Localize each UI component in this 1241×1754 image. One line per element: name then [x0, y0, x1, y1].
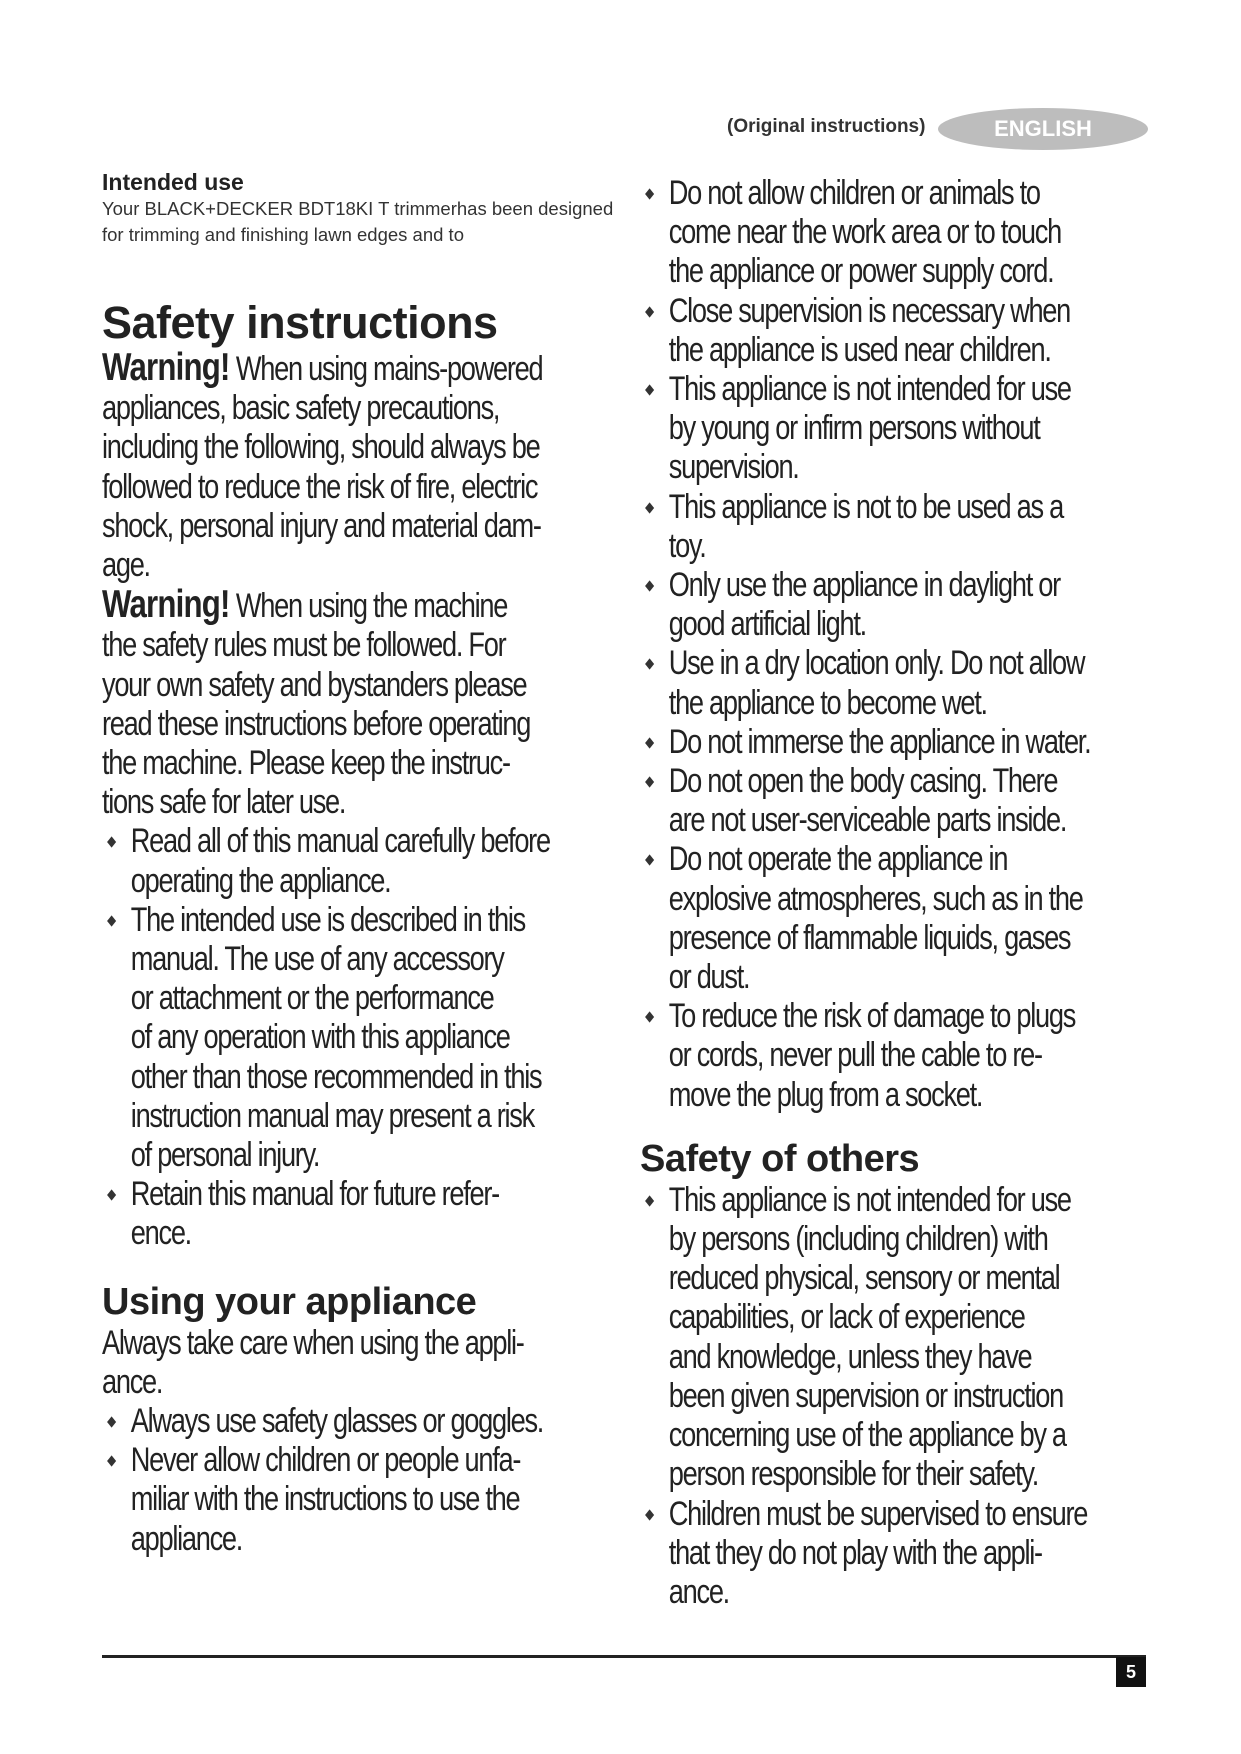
- text-line: Do not operate the appliance in: [668, 840, 1008, 879]
- text-line: or dust.: [668, 958, 750, 997]
- bullet-diamond-icon: [645, 1012, 654, 1023]
- bullet-diamond-icon: [645, 1195, 654, 1206]
- using-appliance-body: [102, 1324, 622, 1559]
- bullet-diamond-icon: [645, 855, 654, 866]
- text-line: This appliance is not intended for use: [668, 1180, 1071, 1219]
- right-safety-body: [640, 174, 1160, 1115]
- bullet-diamond-icon: [645, 1509, 654, 1520]
- text-line: the appliance or power supply cord.: [668, 252, 1054, 291]
- text-line: supervision.: [668, 448, 799, 487]
- text-line: ance.: [668, 1572, 729, 1611]
- text-line: by young or infirm persons without: [668, 409, 1040, 448]
- text-line: followed to reduce the risk of fire, electric: [102, 467, 538, 506]
- list-item: [640, 292, 1160, 370]
- text-line: Read all of this manual carefully before: [130, 822, 550, 861]
- list-item: [640, 1495, 1160, 1613]
- text-line: your own safety and bystanders please: [102, 665, 527, 704]
- right-bullet-list: [640, 174, 1160, 1115]
- text-line: move the plug from a socket.: [668, 1075, 983, 1114]
- text-line: Only use the appliance in daylight or: [668, 566, 1060, 605]
- text-line: Retain this manual for future refer-: [130, 1175, 499, 1214]
- text-line: To reduce the risk of damage to plugs: [668, 997, 1076, 1036]
- text-line: miliar with the instructions to use the: [130, 1480, 520, 1519]
- bottom-rule: [102, 1655, 1146, 1658]
- bullet-diamond-icon: [107, 1456, 116, 1467]
- text-line: been given supervision or instruction: [668, 1376, 1063, 1415]
- text-line: Always use safety glasses or goggles.: [130, 1402, 544, 1441]
- text-line: capabilities, or lack of experience: [668, 1298, 1025, 1337]
- bullet-diamond-icon: [645, 776, 654, 787]
- bullet-diamond-icon: [107, 1416, 116, 1427]
- text-line: of any operation with this appliance: [130, 1018, 510, 1057]
- page-number: 5: [1116, 1657, 1146, 1687]
- text-line: This appliance is not intended for use: [668, 370, 1071, 409]
- text-line: Do not immerse the appliance in water.: [668, 722, 1091, 761]
- text-line: When using the machine: [229, 587, 508, 626]
- text-line: instruction manual may present a risk: [130, 1096, 534, 1135]
- list-item: [102, 1402, 622, 1441]
- text-line: read these instructions before operating: [102, 704, 531, 743]
- safety-instructions-heading: Safety instructions: [102, 297, 498, 348]
- bullet-diamond-icon: [107, 837, 116, 848]
- text-line: When using mains-powered: [229, 350, 543, 388]
- bullet-diamond-icon: [645, 384, 654, 395]
- text-line: Always take care when using the appli-: [102, 1323, 524, 1362]
- warning-label: Warning!: [102, 583, 230, 627]
- text-line: The intended use is described in this: [130, 900, 525, 939]
- text-line: explosive atmospheres, such as in the: [668, 879, 1083, 918]
- list-item: [640, 488, 1160, 566]
- text-line: toy.: [668, 526, 706, 565]
- using-bullet-list: [102, 1402, 622, 1559]
- text-line: appliances, basic safety precautions,: [102, 389, 500, 428]
- safety-warnings: [102, 348, 622, 1254]
- text-line: the machine. Please keep the instruc-: [102, 744, 510, 783]
- text-line: other than those recommended in this: [130, 1057, 542, 1096]
- text-line: Use in a dry location only. Do not allow: [668, 644, 1085, 683]
- text-line: appliance.: [130, 1519, 243, 1558]
- warning-paragraph-1: [102, 348, 622, 585]
- warning-paragraph-2: [102, 585, 622, 822]
- text-line: presence of flammable liquids, gases: [668, 918, 1071, 957]
- bullet-diamond-icon: [645, 580, 654, 591]
- intended-use-text: [102, 196, 622, 248]
- text-line: concerning use of the appliance by a: [668, 1416, 1066, 1455]
- language-badge: ENGLISH: [938, 108, 1148, 150]
- text-line: the appliance to become wet.: [668, 683, 987, 722]
- text-line: and knowledge, unless they have: [668, 1337, 1032, 1376]
- list-item: [102, 1441, 622, 1559]
- text-line: shock, personal injury and material dam-: [102, 506, 541, 545]
- safety-of-others-heading: Safety of others: [640, 1137, 920, 1180]
- text-line: operating the appliance.: [130, 861, 391, 900]
- text-line: the appliance is used near children.: [668, 330, 1051, 369]
- others-bullet-list: [640, 1181, 1160, 1612]
- original-instructions-label: (Original instructions): [727, 116, 926, 137]
- bullet-diamond-icon: [645, 188, 654, 199]
- text-line: are not user-serviceable parts inside.: [668, 801, 1067, 840]
- list-item: [640, 997, 1160, 1115]
- using-intro: [102, 1324, 622, 1402]
- text-line: or attachment or the performance: [130, 979, 494, 1018]
- using-appliance-heading: Using your appliance: [102, 1280, 477, 1323]
- text-line: or cords, never pull the cable to re-: [668, 1036, 1042, 1075]
- bullet-diamond-icon: [107, 915, 116, 926]
- text-line: by persons (including children) with: [668, 1220, 1048, 1259]
- list-item: [640, 762, 1160, 840]
- list-item: [640, 174, 1160, 292]
- text-line: come near the work area or to touch: [668, 213, 1061, 252]
- text-line: the safety rules must be followed. For: [102, 626, 506, 665]
- safety-of-others-body: [640, 1181, 1160, 1612]
- list-item: [640, 723, 1160, 762]
- text-line: person responsible for their safety.: [668, 1455, 1038, 1494]
- text-line: ance.: [102, 1362, 163, 1401]
- right-column: [640, 174, 1160, 1612]
- bullet-diamond-icon: [107, 1190, 116, 1201]
- list-item: [640, 840, 1160, 997]
- text-line: reduced physical, sensory or mental: [668, 1259, 1060, 1298]
- text-line: good artificial light.: [668, 605, 866, 644]
- text-line: Never allow children or people unfa-: [130, 1441, 521, 1480]
- bullet-diamond-icon: [645, 306, 654, 317]
- text-line: that they do not play with the appli-: [668, 1533, 1042, 1572]
- text-line: for trimming and finishing lawn edges and to: [102, 224, 464, 245]
- bullet-diamond-icon: [645, 737, 654, 748]
- safety-bullet-list: [102, 822, 622, 1253]
- text-line: age.: [102, 546, 150, 585]
- list-item: [102, 901, 622, 1175]
- text-line: Your BLACK+DECKER BDT18KI T trimmerhas been designed: [102, 198, 614, 219]
- text-line: manual. The use of any accessory: [130, 940, 504, 979]
- list-item: [102, 822, 622, 900]
- intended-use-heading: Intended use: [102, 169, 244, 195]
- text-line: Children must be supervised to ensure: [668, 1494, 1088, 1533]
- bullet-diamond-icon: [645, 659, 654, 670]
- left-column: [102, 168, 622, 1559]
- list-item: [640, 566, 1160, 644]
- text-line: Do not open the body casing. There: [668, 762, 1058, 801]
- list-item: [102, 1175, 622, 1253]
- text-line: including the following, should always be: [102, 428, 540, 467]
- warning-label: Warning!: [102, 346, 230, 389]
- bullet-diamond-icon: [645, 502, 654, 513]
- text-line: Close supervision is necessary when: [668, 291, 1070, 330]
- text-line: ence.: [130, 1214, 191, 1253]
- text-line: Do not allow children or animals to: [668, 174, 1040, 212]
- list-item: [640, 644, 1160, 722]
- list-item: [640, 370, 1160, 488]
- text-line: of personal injury.: [130, 1136, 320, 1175]
- list-item: [640, 1181, 1160, 1495]
- text-line: This appliance is not to be used as a: [668, 487, 1063, 526]
- text-line: tions safe for later use.: [102, 783, 346, 822]
